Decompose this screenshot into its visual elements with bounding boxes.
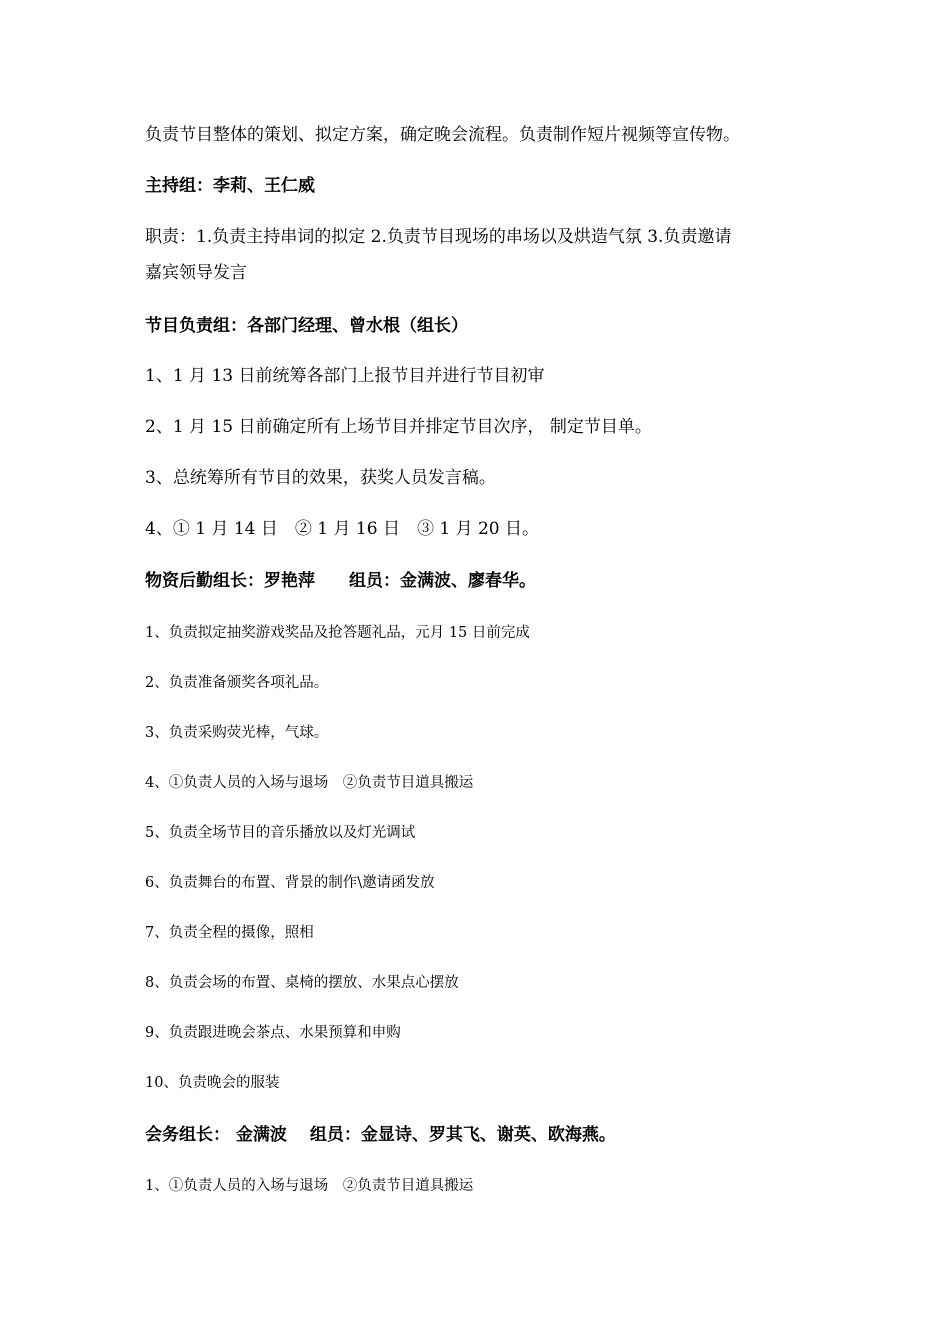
heading-affairs-group: 会务组长： 金满波 组员：金显诗、罗其飞、谢英、欧海燕。 [145, 1125, 616, 1145]
heading-logistics-group: 物资后勤组长：罗艳萍 组员：金满波、廖春华。 [145, 571, 536, 591]
host-duty-line-2: 嘉宾领导发言 [145, 263, 247, 283]
heading-program-group: 节目负责组：各部门经理、曾水根（组长） [145, 316, 468, 336]
paragraph-overview: 负责节目整体的策划、拟定方案，确定晚会流程。负责制作短片视频等宣传物。 [145, 125, 740, 145]
affairs-item-1: 1、①负责人员的入场与退场 ②负责节目道具搬运 [145, 1178, 474, 1194]
logistics-item-4: 4、①负责人员的入场与退场 ②负责节目道具搬运 [145, 775, 474, 791]
program-item-3: 3、总统筹所有节目的效果，获奖人员发言稿。 [145, 468, 496, 488]
logistics-item-10: 10、负责晚会的服装 [145, 1075, 280, 1091]
host-duty-line-1: 职责：1.负责主持串词的拟定 2.负责节目现场的串场以及烘造气氛 3.负责邀请 [145, 227, 732, 247]
logistics-item-3: 3、负责采购荧光棒，气球。 [145, 725, 329, 741]
logistics-item-7: 7、负责全程的摄像，照相 [145, 925, 314, 941]
logistics-item-2: 2、负责准备颁奖各项礼品。 [145, 675, 329, 691]
logistics-item-5: 5、负责全场节目的音乐播放以及灯光调试 [145, 825, 416, 841]
logistics-item-1: 1、负责拟定抽奖游戏奖品及抢答题礼品，元月 15 日前完成 [145, 625, 530, 641]
program-item-4: 4、① 1 月 14 日 ② 1 月 16 日 ③ 1 月 20 日。 [145, 519, 540, 539]
logistics-item-8: 8、负责会场的布置、桌椅的摆放、水果点心摆放 [145, 975, 459, 991]
program-item-2: 2、1 月 15 日前确定所有上场节目并排定节目次序， 制定节目单。 [145, 417, 652, 437]
heading-host-group: 主持组：李莉、王仁威 [145, 176, 315, 196]
logistics-item-9: 9、负责跟进晚会茶点、水果预算和申购 [145, 1025, 401, 1041]
logistics-item-6: 6、负责舞台的布置、背景的制作\邀请函发放 [145, 875, 435, 891]
program-item-1: 1、1 月 13 日前统筹各部门上报节目并进行节目初审 [145, 366, 545, 386]
